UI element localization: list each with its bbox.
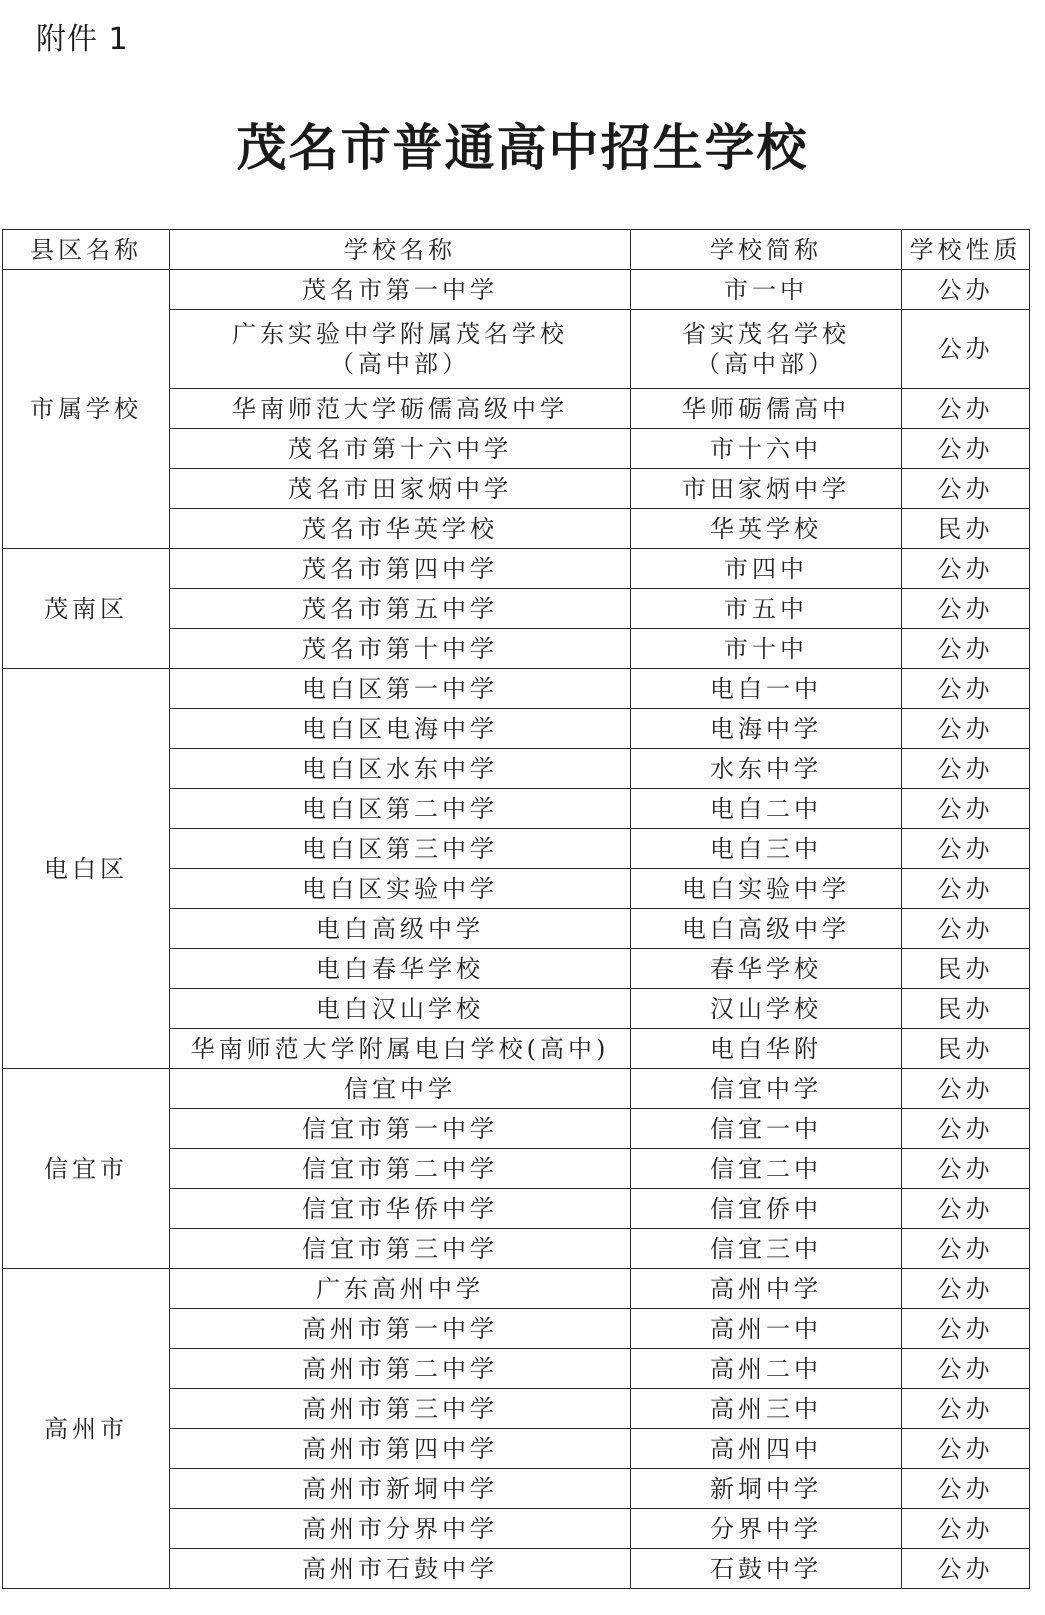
school-type-cell: 公办 [902,669,1030,709]
short-name-cell: 市十六中 [631,429,902,469]
school-name-cell: 高州市第一中学 [170,1309,631,1349]
short-name-cell: 分界中学 [631,1509,902,1549]
school-type-cell: 公办 [902,1509,1030,1549]
school-name-cell: 电白区实验中学 [170,869,631,909]
school-name-cell: 茂名市第五中学 [170,589,631,629]
table-header-row [3,230,1030,270]
school-type-cell: 公办 [902,469,1030,509]
short-name-cell: 华师砺儒高中 [631,389,902,429]
school-type-cell: 公办 [902,1349,1030,1389]
district-cell: 市属学校 [3,270,170,549]
schools-table [2,229,1030,1589]
district-cell: 电白区 [3,669,170,1069]
school-type-cell: 公办 [902,909,1030,949]
short-name-cell: 高州二中 [631,1349,902,1389]
short-name-cell: 高州四中 [631,1429,902,1469]
school-name-cell: 高州市第二中学 [170,1349,631,1389]
school-name-cell: 电白春华学校 [170,949,631,989]
school-name-cell: 电白区第一中学 [170,669,631,709]
school-type-cell: 公办 [902,869,1030,909]
school-name-cell: 电白区电海中学 [170,709,631,749]
school-type-cell: 公办 [902,270,1030,310]
short-name-cell: 春华学校 [631,949,902,989]
short-name-cell: 市五中 [631,589,902,629]
table-row [3,1269,1030,1309]
short-name-cell: 电白二中 [631,789,902,829]
school-name-cell: 信宜市第一中学 [170,1109,631,1149]
short-name-cell: 高州一中 [631,1309,902,1349]
school-type-cell: 民办 [902,989,1030,1029]
short-name-cell: 电白一中 [631,669,902,709]
school-name-cell: 信宜市华侨中学 [170,1189,631,1229]
school-name-cell: 华南师范大学附属电白学校(高中) [170,1029,631,1069]
short-name-cell: 市一中 [631,270,902,310]
short-name-cell: 高州中学 [631,1269,902,1309]
attachment-label: 附件 1 [36,22,129,57]
table-row [3,669,1030,709]
short-name-cell: 电白华附 [631,1029,902,1069]
header-district: 县区名称 [3,230,170,270]
short-name-cell: 电海中学 [631,709,902,749]
short-name-cell: 水东中学 [631,749,902,789]
school-type-cell: 公办 [902,310,1030,389]
school-type-cell: 公办 [902,1069,1030,1109]
district-cell: 茂南区 [3,549,170,669]
school-type-cell: 公办 [902,1549,1030,1589]
school-name-cell: 电白区第二中学 [170,789,631,829]
short-name-cell: 华英学校 [631,509,902,549]
school-name-cell: 高州市分界中学 [170,1509,631,1549]
document-title: 茂名市普通高中招生学校 [236,119,809,177]
school-type-cell: 公办 [902,1429,1030,1469]
short-name-cell: 市四中 [631,549,902,589]
short-name-cell: 市田家炳中学 [631,469,902,509]
school-name-cell: 茂名市田家炳中学 [170,469,631,509]
school-name-cell: 高州市第四中学 [170,1429,631,1469]
school-name-cell: 电白高级中学 [170,909,631,949]
district-cell: 高州市 [3,1269,170,1589]
short-name-cell: 电白三中 [631,829,902,869]
school-name-cell: 茂名市第十六中学 [170,429,631,469]
school-type-cell: 公办 [902,1149,1030,1189]
short-name-cell: 电白实验中学 [631,869,902,909]
school-name-cell: 华南师范大学砺儒高级中学 [170,389,631,429]
school-type-cell: 公办 [902,629,1030,669]
school-name-cell: 信宜市第二中学 [170,1149,631,1189]
school-type-cell: 公办 [902,1309,1030,1349]
school-name-cell: 电白汉山学校 [170,989,631,1029]
short-name-cell: 信宜中学 [631,1069,902,1109]
header-school-type: 学校性质 [902,230,1030,270]
school-type-cell: 公办 [902,829,1030,869]
header-school-name: 学校名称 [170,230,631,270]
short-name-cell: 信宜侨中 [631,1189,902,1229]
short-name-cell: 石鼓中学 [631,1549,902,1589]
school-type-cell: 民办 [902,1029,1030,1069]
table-row [3,1069,1030,1109]
short-name-cell: 高州三中 [631,1389,902,1429]
short-name-cell: 信宜二中 [631,1149,902,1189]
school-name-cell: 信宜中学 [170,1069,631,1109]
school-type-cell: 公办 [902,749,1030,789]
school-type-cell: 公办 [902,549,1030,589]
district-cell: 信宜市 [3,1069,170,1269]
school-type-cell: 公办 [902,1389,1030,1429]
short-name-cell: 信宜一中 [631,1109,902,1149]
school-name-cell: 茂名市第四中学 [170,549,631,589]
school-type-cell: 民办 [902,949,1030,989]
school-type-cell: 民办 [902,509,1030,549]
short-name-cell: 省实茂名学校 （高中部） [631,310,902,389]
short-name-cell: 信宜三中 [631,1229,902,1269]
school-type-cell: 公办 [902,1109,1030,1149]
school-name-cell: 信宜市第三中学 [170,1229,631,1269]
school-name-cell: 电白区第三中学 [170,829,631,869]
table-body [3,270,1030,1589]
school-name-cell: 高州市第三中学 [170,1389,631,1429]
school-name-cell: 高州市石鼓中学 [170,1549,631,1589]
header-short-name: 学校简称 [631,230,902,270]
short-name-cell: 市十中 [631,629,902,669]
school-name-cell: 电白区水东中学 [170,749,631,789]
school-name-cell: 广东高州中学 [170,1269,631,1309]
school-type-cell: 公办 [902,589,1030,629]
school-type-cell: 公办 [902,429,1030,469]
school-type-cell: 公办 [902,1189,1030,1229]
school-type-cell: 公办 [902,1469,1030,1509]
short-name-cell: 汉山学校 [631,989,902,1029]
short-name-cell: 电白高级中学 [631,909,902,949]
school-name-cell: 高州市新垌中学 [170,1469,631,1509]
school-name-cell: 茂名市第一中学 [170,270,631,310]
table-row [3,270,1030,310]
school-type-cell: 公办 [902,709,1030,749]
table-row [3,549,1030,589]
school-type-cell: 公办 [902,1269,1030,1309]
school-name-cell: 茂名市华英学校 [170,509,631,549]
school-name-cell: 茂名市第十中学 [170,629,631,669]
school-type-cell: 公办 [902,789,1030,829]
school-type-cell: 公办 [902,389,1030,429]
short-name-cell: 新垌中学 [631,1469,902,1509]
school-type-cell: 公办 [902,1229,1030,1269]
school-name-cell: 广东实验中学附属茂名学校 （高中部） [170,310,631,389]
